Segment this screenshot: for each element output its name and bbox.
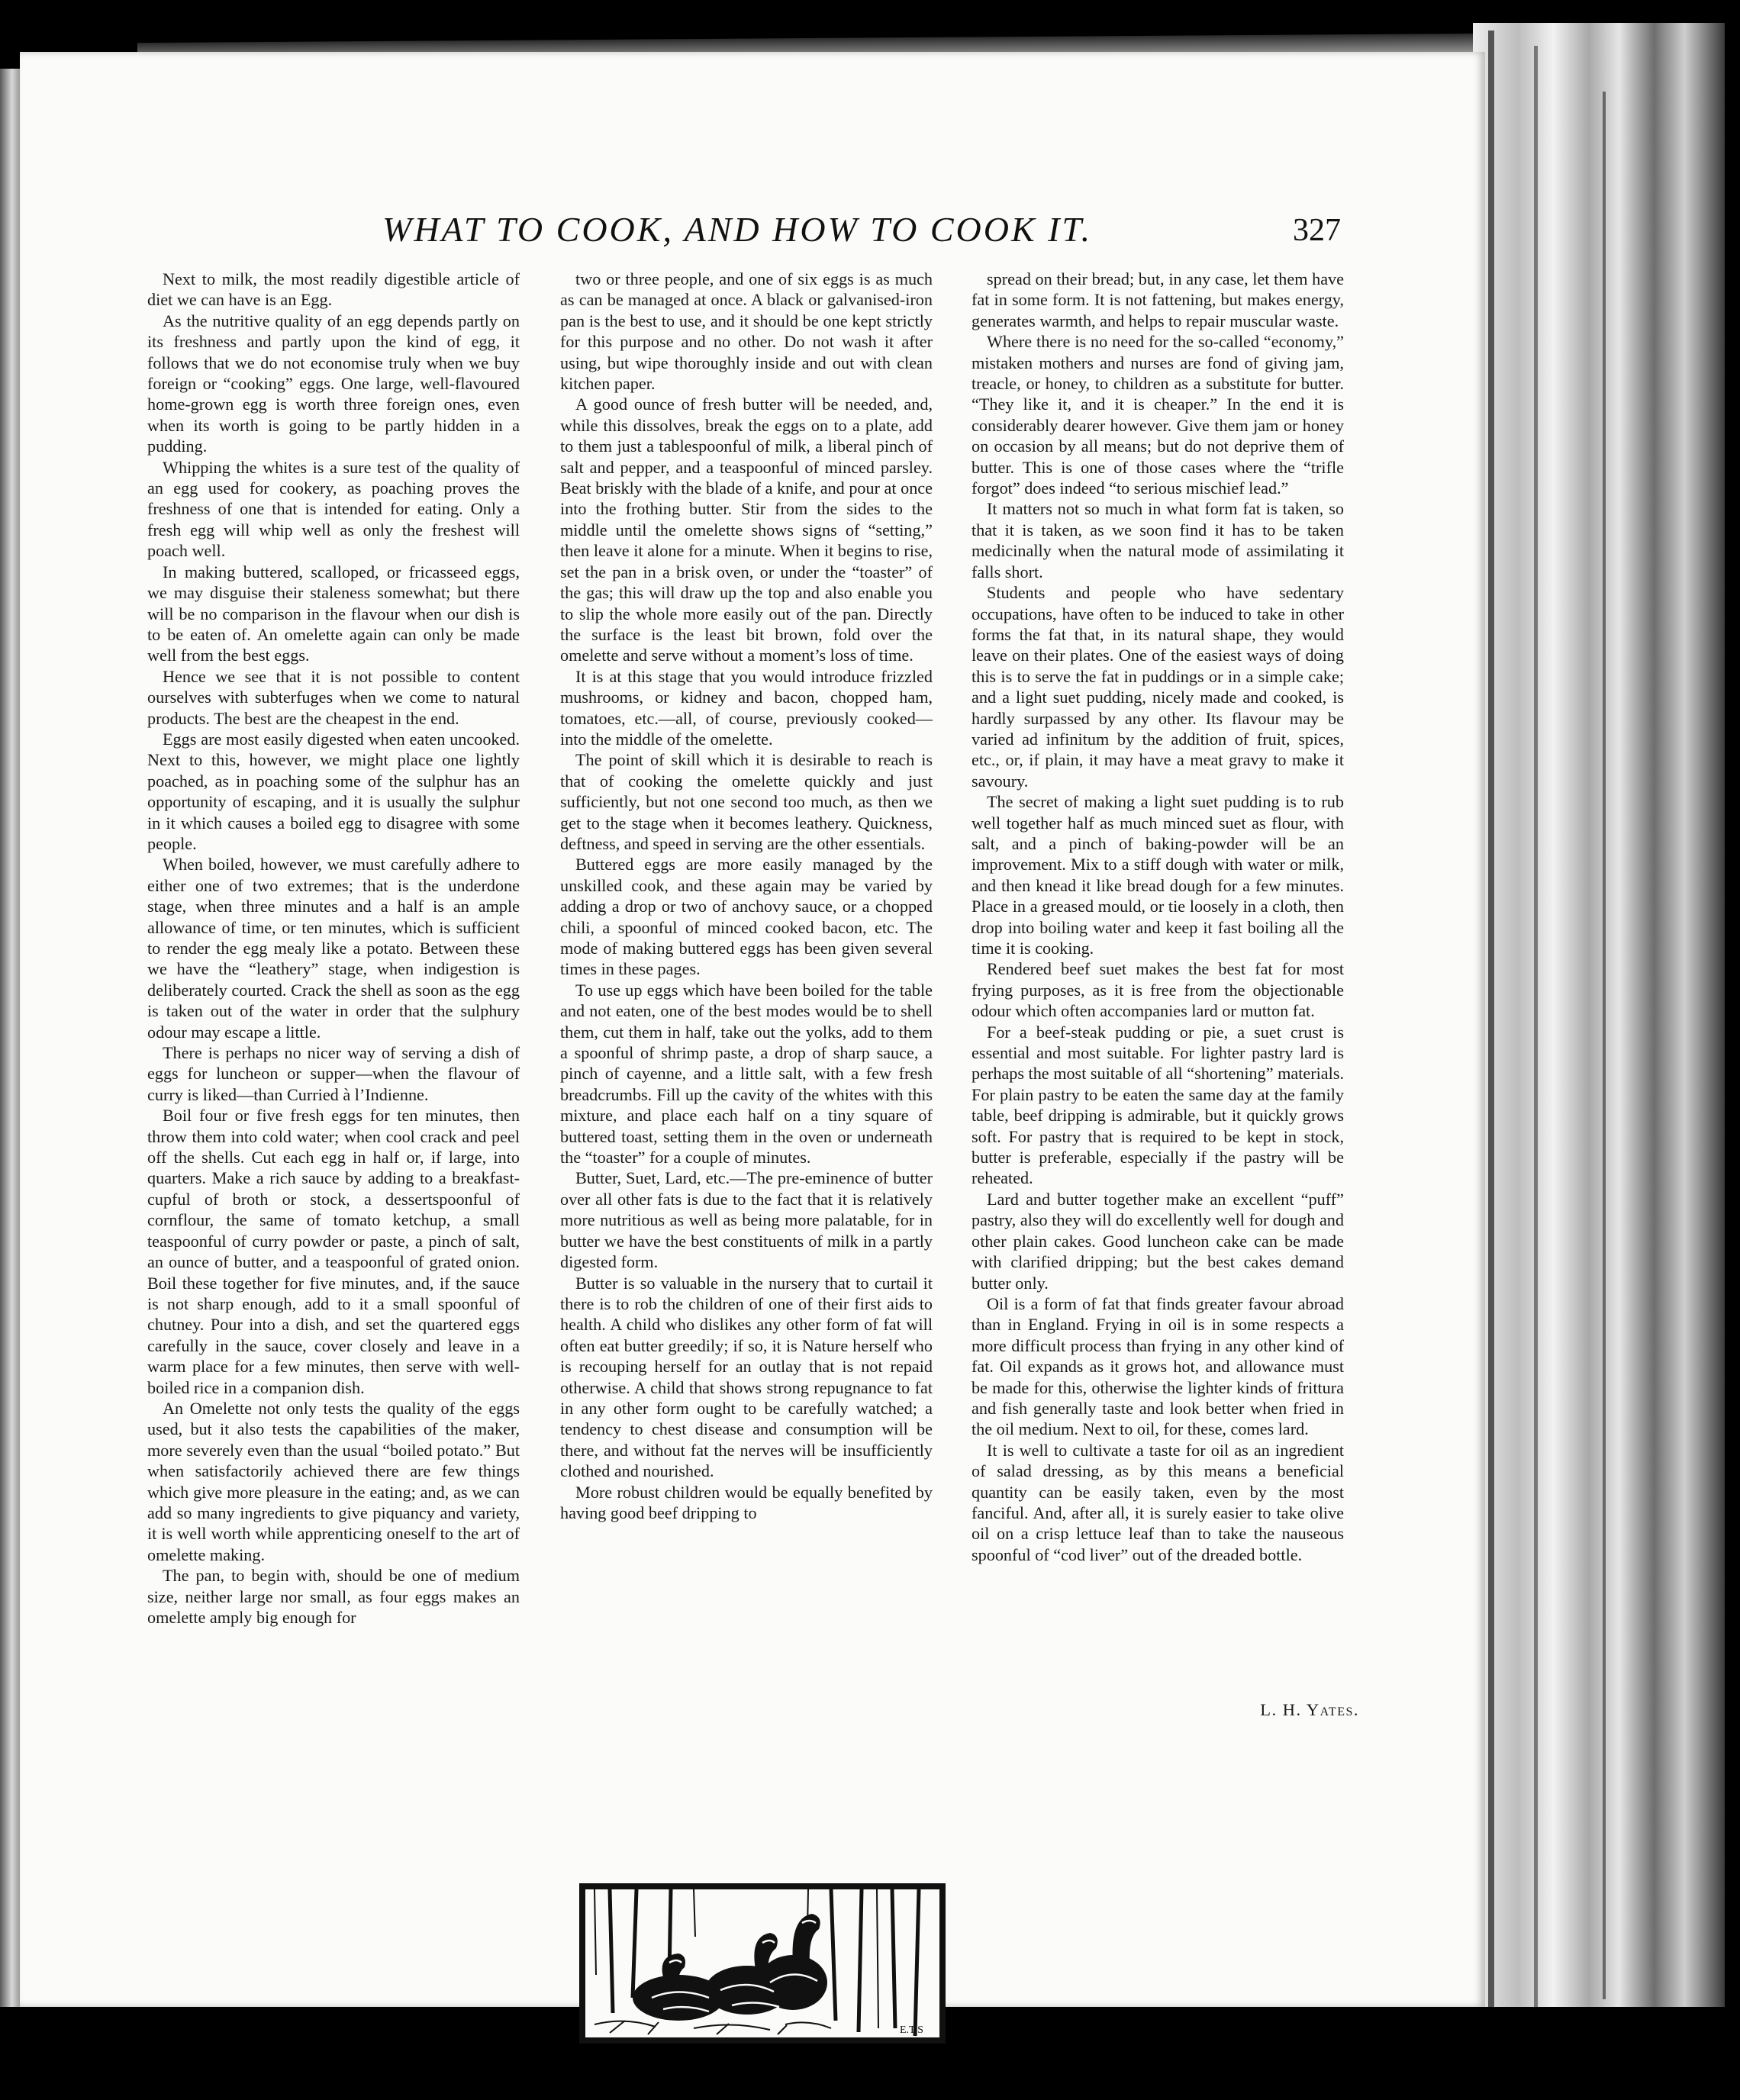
- page-stack-shadow: [1488, 31, 1494, 2060]
- column-3: [972, 269, 1344, 1565]
- paragraph: Whipping the whites is a sure test of the quality of an egg used for cookery, as poaching proves the freshness of one that is intended for eating. Only a fresh egg will whip well as only the freshest will poach well.: [147, 457, 520, 561]
- paragraph: The pan, to begin with, should be one of medium size, neither large nor small, as four eggs makes an omelette amply big enough for: [147, 1566, 520, 1627]
- paragraph: An Omelette not only tests the quality of the eggs used, but it also tests the capabilities of the maker, more severely even than the usual “boiled potato.” But when satisfactorily achieved there are few things which give more pleasure in the eating; and, as we can add so many ingredients to give piquancy and variety, it is well worth while apprenticing oneself to the art of omelette making.: [147, 1398, 520, 1564]
- paragraph: There is perhaps no nicer way of serving a dish of eggs for luncheon or supper—when the flavour of curry is liked—than Curried à l’Indienne.: [147, 1043, 520, 1104]
- paragraph: Next to milk, the most readily digestible article of diet we can have is an Egg.: [147, 269, 520, 310]
- paragraph: Butter is so valuable in the nursery that to curtail it there is to rob the children of one of their first aids to health. A child who dislikes any other form of fat will often eat butter greedily; if so, it is Nature herself who is recouping herself for an outlay that is not repaid otherwise. A child that shows strong repugnance to fat in any other form ought to be carefully watched; a tendency to chest disease and consumption will be there, and without fat the nerves will be insufficiently clothed and nourished.: [560, 1273, 933, 1481]
- paragraph: It is well to cultivate a taste for oil as an ingredient of salad dressing, as by this means a beneficial quantity can be easily taken, even by the most fanciful. And, after all, it is surely easier to take olive oil on a crisp lettuce leaf than to take the nauseous spoonful of “cod liver” out of the dreaded bottle.: [972, 1440, 1344, 1564]
- paragraph: Butter, Suet, Lard, etc.—The pre-eminence of butter over all other fats is due to the fact that it is relatively more nutritious as well as being more palatable, for in butter we have the best constituents of milk in a partly digested form.: [560, 1168, 933, 1272]
- paragraph: More robust children would be equally benefited by having good beef dripping to: [560, 1482, 933, 1522]
- page-number: 327: [1293, 213, 1341, 248]
- running-title: WHAT TO COOK, AND HOW TO COOK IT.: [382, 210, 1093, 249]
- paragraph: spread on their bread; but, in any case, let them have fat in some form. It is not fattening, but makes energy, generates warmth, and helps to repair muscular waste.: [972, 269, 1344, 330]
- paragraph: Hence we see that it is not possible to content ourselves with subterfuges when we come to natural products. The best are the cheapest in the end.: [147, 666, 520, 728]
- left-page-edge: [0, 69, 20, 2007]
- svg-text:E.T.S: E.T.S: [900, 2024, 923, 2036]
- paragraph: When boiled, however, we must carefully adhere to either one of two extremes; that is the underdone stage, when three minutes and a half is an ample allowance of time, or ten minutes, which is sufficient to render the egg mealy like a potato. Between these we have the “leathery” stage, when indigestion is deliberately courted. Crack the shell as soon as the egg is taken out of the water in order that the sulphury odour may escape a little.: [147, 855, 520, 1042]
- paragraph: Students and people who have sedentary occupations, have often to be induced to take in other forms the fat that, in its natural shape, they would leave on their plates. One of the easiest ways of doing this is to serve the fat in puddings or in a simple cake; and a light suet pudding, nicely made and cooked, is hardly surpassed by any other. Its flavour may be varied ad infinitum by the addition of fruit, spices, etc., or, if plain, it may have a meat gravy to make it savoury.: [972, 583, 1344, 791]
- paragraph: The point of skill which it is desirable to reach is that of cooking the omelette quickly and just sufficiently, but not one second too much, as then we get to the stage when it becomes leathery. Quickness, deftness, and speed in serving are the other essentials.: [560, 750, 933, 853]
- column-1: [147, 269, 520, 1628]
- paragraph: Rendered beef suet makes the best fat for most frying purposes, as it is free from the objectionable odour which often accompanies lard or mutton fat.: [972, 959, 1344, 1021]
- paragraph: Eggs are most easily digested when eaten uncooked. Next to this, however, we might place one lightly poached, as in poaching some of the sulphur has an opportunity of escaping, and it is usually the sulphur in it which causes a boiled egg to disagree with some people.: [147, 729, 520, 853]
- paragraph: Oil is a form of fat that finds greater favour abroad than in England. Frying in oil is in some respects a more difficult process than frying in any other kind of fat. Oil expands as it grows hot, and allowance must be made for this, otherwise the lighter kinds of frittura and fish generally taste and look better when fried in the oil medium. Next to oil, for these, comes lard.: [972, 1293, 1344, 1439]
- paragraph: It is at this stage that you would introduce frizzled mushrooms, or kidney and bacon, chopped ham, tomatoes, etc.—all, of course, previously cooked—into the middle of the omelette.: [560, 666, 933, 749]
- paragraph: Boil four or five fresh eggs for ten minutes, then throw them into cold water; when cool crack and peel off the shells. Cut each egg in half or, if large, into quarters. Make a rich sauce by adding to a breakfast-cupful of broth or stock, a dessertspoonful of cornflour, the same of tomato ketchup, a small teaspoonful of curry powder or paste, a pinch of salt, an ounce of butter, and a teaspoonful of grated onion. Boil these together for five minutes, and, if the sauce is not sharp enough, add to it a small spoonful of chutney. Pour into a dish, and set the quartered eggs carefully in the sauce, cover closely and leave in a warm place for a few minutes, then serve with well-boiled rice in a companion dish.: [147, 1106, 520, 1397]
- magazine-page: [20, 52, 1485, 2036]
- paragraph: Buttered eggs are more easily managed by the unskilled cook, and these again may be varied by adding a drop or two of anchovy sauce, or a chopped chili, a spoonful of minced cooked bacon, etc. The mode of making buttered eggs has been given several times in these pages.: [560, 855, 933, 979]
- paragraph: Where there is no need for the so-called “economy,” mistaken mothers and nurses are fond of giving jam, treacle, or honey, to children as a substitute for butter. “They like it, and it is cheaper.” In the end it is considerably dearer however. Give them jam or honey on occasion by all means; but do not deprive them of butter. This is one of those cases where the “trifle forgot” does indeed “to serious mischief lead.”: [972, 332, 1344, 498]
- paragraph: The secret of making a light suet pudding is to rub well together half as much minced suet as flour, with salt, and a pinch of baking-powder will be an improvement. Mix to a stiff dough with water or milk, and then knead it like bread dough for a few minutes. Place in a greased mould, or tie loosely in a cloth, then drop into boiling water and keep it fast boiling all the time it is cooking.: [972, 792, 1344, 958]
- paragraph: For a beef-steak pudding or pie, a suet crust is essential and most suitable. For lighter pastry lard is perhaps the most suitable of all “shortening” materials. For plain pastry to be eaten the same day at the family table, beef dripping is admirable, but it quickly grows soft. For pastry that is required to be kept in stock, butter is preferable, especially if the pastry will be reheated.: [972, 1022, 1344, 1188]
- paragraph: two or three people, and one of six eggs is as much as can be managed at once. A black or galvanised-iron pan is the best to use, and it should be one kept strictly for this purpose and no other. Do not wash it after using, but wipe thoroughly inside and out with clean kitchen paper.: [560, 269, 933, 394]
- paragraph: A good ounce of fresh butter will be needed, and, while this dissolves, break the eggs on to a plate, add to them just a tablespoonful of milk, a liberal pinch of salt and pepper, and a teaspoonful of minced parsley. Beat briskly with the blade of a knife, and pour at once into the frothing butter. Stir from the sides to the middle until the omelette shows signs of “setting,” then leave it alone for a minute. When it begins to rise, set the pan in a brisk oven, or under the “toaster” of the gas; this will draw up the top and also enable you to slip the whole more easily out of the pan. Directly the surface is the least bit brown, fold over the omelette and serve without a moment’s loss of time.: [560, 395, 933, 665]
- paragraph: Lard and butter together make an excellent “puff” pastry, also they will do excellently well for dough and other plain cakes. Good luncheon cake can be made with clarified dripping; but the best cakes demand butter only.: [972, 1189, 1344, 1293]
- paragraph: It matters not so much in what form fat is taken, so that it is taken, as we soon find it has to be taken medicinally when the natural mode of assimilating it falls short.: [972, 499, 1344, 581]
- page-stack-shadow: [1534, 46, 1538, 2045]
- geese-woodcut-illustration: [579, 1883, 946, 2044]
- paragraph: To use up eggs which have been boiled for the table and not eaten, one of the best modes would be to shell them, cut them in half, take out the yolks, add to them a spoonful of shrimp paste, a drop of sharp sauce, a pinch of cayenne, and a little salt, with a few fresh breadcrumbs. Fill up the cavity of the whites with this mixture, and place each half on a tiny square of buttered toast, setting them in the oven or underneath the “toaster” for a couple of minutes.: [560, 980, 933, 1168]
- column-2: [560, 269, 933, 1523]
- paragraph: As the nutritive quality of an egg depends partly on its freshness and partly upon the kind of egg, it follows that we do not economise truly when we buy foreign or “cooking” eggs. One large, well-flavoured home-grown egg is worth three foreign ones, even when its worth is going to be partly hidden in a pudding.: [147, 311, 520, 456]
- page-stack-edges: [1473, 23, 1725, 2068]
- author-signature: L. H. Yates.: [1260, 1700, 1359, 1719]
- paragraph: In making buttered, scalloped, or fricasseed eggs, we may disguise their staleness somewhat; but there will be no comparison in the flavour when our dish is to be eaten of. An omelette again can only be made well from the best eggs.: [147, 562, 520, 665]
- page-stack-shadow: [1603, 92, 1606, 1999]
